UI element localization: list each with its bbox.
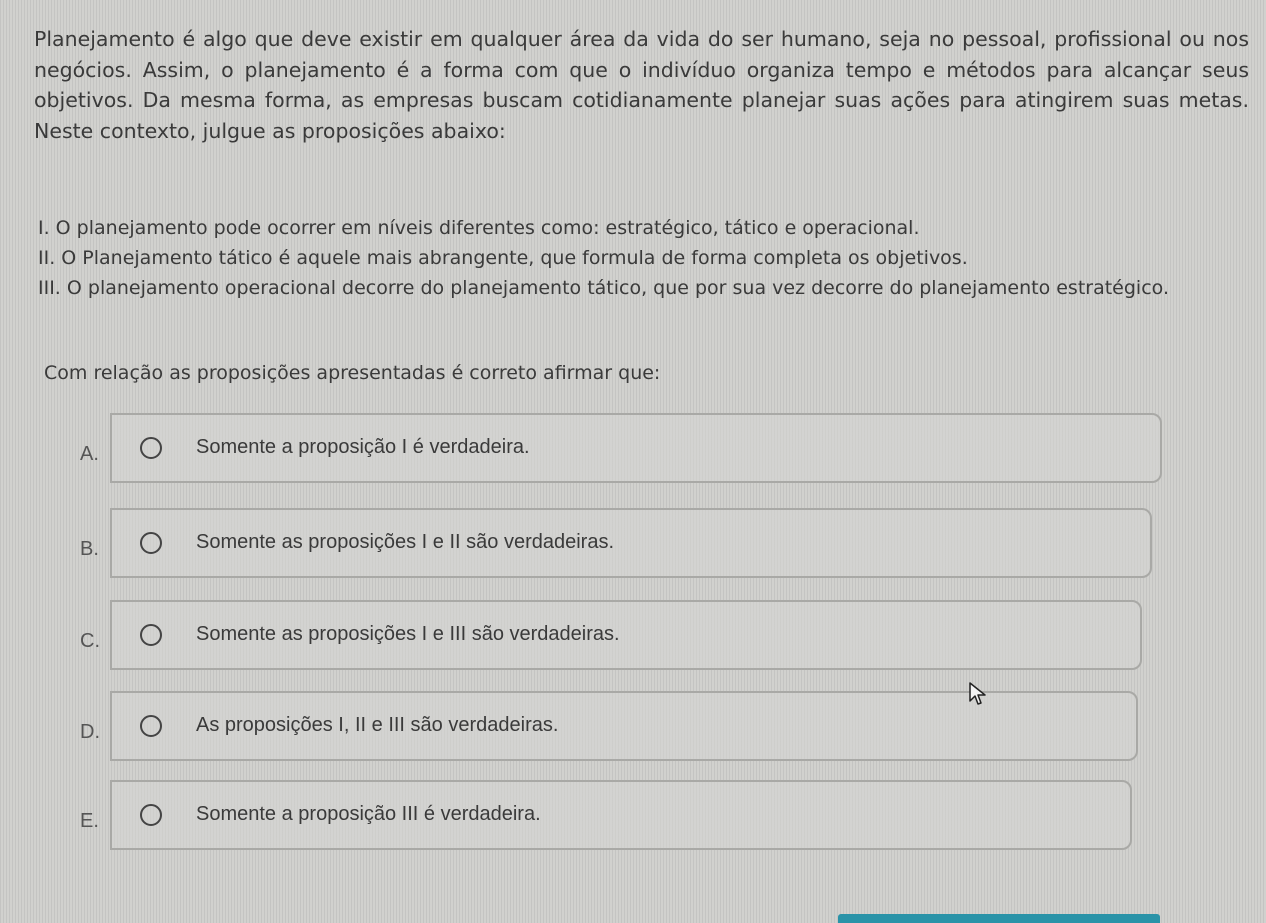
option-letter: B. [80, 538, 99, 560]
option-a[interactable] [80, 413, 1180, 483]
option-b-box[interactable] [110, 508, 1152, 578]
option-label: Somente a proposição III é verdadeira. [196, 803, 541, 825]
propositions-list [38, 213, 1228, 303]
option-label: Somente as proposições I e III são verdadeiras. [196, 623, 620, 645]
option-e-box[interactable] [110, 780, 1132, 850]
radio-button[interactable] [140, 532, 162, 554]
option-letter: A. [80, 443, 99, 465]
mouse-pointer-icon [968, 681, 988, 707]
option-e[interactable] [80, 780, 1180, 850]
question-statement: Com relação as proposições apresentadas é correto afirmar que: [44, 362, 661, 384]
proposition-1: I. O planejamento pode ocorrer em níveis diferentes como: estratégico, tático e operacional. [38, 217, 920, 239]
option-b[interactable] [80, 508, 1180, 578]
proposition-2: II. O Planejamento tático é aquele mais abrangente, que formula de forma completa os objetivos. [38, 247, 968, 269]
option-d[interactable] [80, 691, 1180, 761]
radio-button[interactable] [140, 804, 162, 826]
option-label: Somente a proposição I é verdadeira. [196, 436, 530, 458]
option-c[interactable] [80, 600, 1180, 670]
question-text: Planejamento é algo que deve existir em qualquer área da vida do ser humano, seja no pessoal, profissional ou nos negócios. Assim, o planejamento é a forma com que o indivíduo organiza tempo e métodos para alcançar seus objetivos. Da mesma forma, as empresas buscam cotidianamente planejar suas ações para atingirem suas metas. Neste contexto, julgue as proposições abaixo: [34, 27, 1249, 143]
proposition-3: III. O planejamento operacional decorre do planejamento tático, que por sua vez decorre do planejamento estratégico. [38, 277, 1169, 299]
radio-button[interactable] [140, 715, 162, 737]
radio-button[interactable] [140, 624, 162, 646]
option-c-box[interactable] [110, 600, 1142, 670]
option-letter: D. [80, 721, 100, 743]
option-label: Somente as proposições I e II são verdadeiras. [196, 531, 615, 553]
option-letter: E. [80, 810, 99, 832]
option-a-box[interactable] [110, 413, 1162, 483]
bottom-bar [838, 914, 1160, 923]
option-label: As proposições I, II e III são verdadeiras. [196, 714, 559, 736]
option-letter: C. [80, 630, 100, 652]
radio-button[interactable] [140, 437, 162, 459]
